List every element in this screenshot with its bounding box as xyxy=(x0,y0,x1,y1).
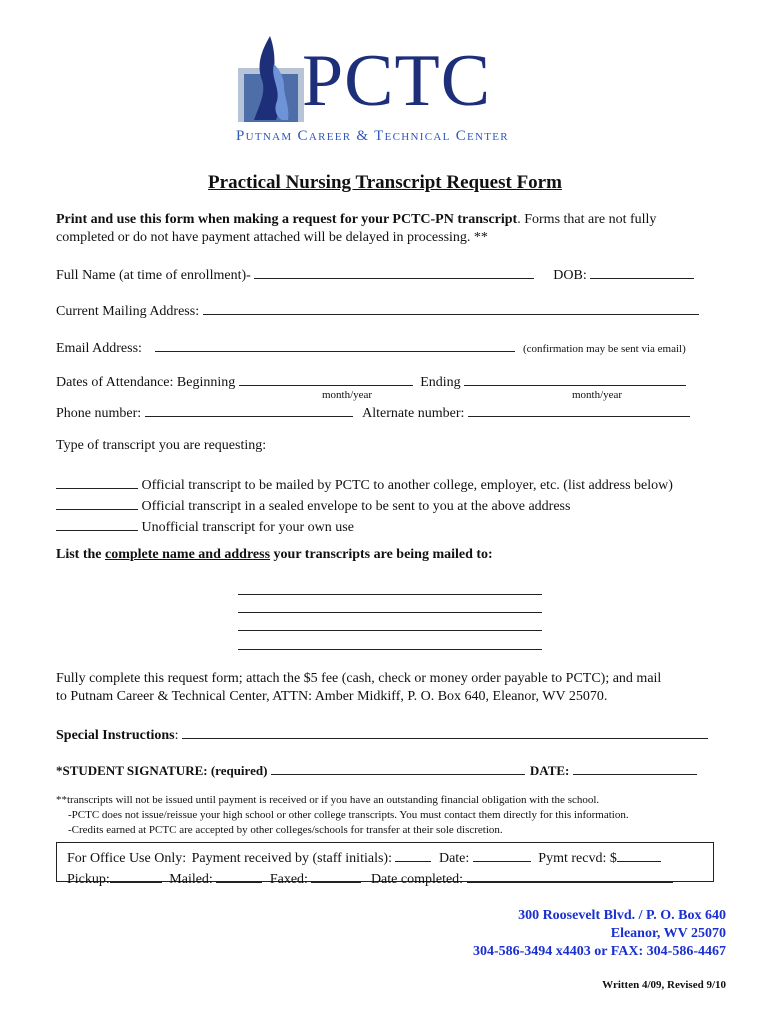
contact-phone: 304-586-3494 x4403 or FAX: 304-586-4467 xyxy=(472,944,726,959)
option-mail-checkline[interactable] xyxy=(56,474,138,489)
pctc-logo xyxy=(236,34,536,146)
ending-label: Ending xyxy=(420,375,461,390)
logo-subtitle: Putnam Career & Technical Center xyxy=(236,128,509,144)
alt-phone-label: Alternate number: xyxy=(362,406,465,421)
office-completed-field[interactable] xyxy=(467,868,673,883)
mailing-row xyxy=(56,300,699,321)
full-name-label: Full Name (at time of enrollment)- xyxy=(56,268,251,283)
phone-field[interactable] xyxy=(145,402,353,417)
office-initials-field[interactable] xyxy=(395,847,431,862)
flame-logo-icon xyxy=(236,34,306,122)
signature-row xyxy=(56,760,697,780)
option-row xyxy=(56,516,673,537)
ending-month-year-hint: month/year xyxy=(572,389,623,401)
signature-date-field[interactable] xyxy=(573,760,697,775)
recipient-address-line-4[interactable] xyxy=(238,649,542,650)
office-completed-label: Date completed: xyxy=(370,872,464,887)
intro-rest-1: . Forms that are not fully xyxy=(517,212,657,227)
option-mail-label: Official transcript to be mailed by PCTC to another college, employer, etc. (list address below) xyxy=(141,478,673,493)
signature-date-label: DATE: xyxy=(529,763,570,778)
signature-label: *STUDENT SIGNATURE: (required) xyxy=(56,763,268,778)
office-payment-label: Payment received by (staff initials): xyxy=(191,851,392,866)
office-date-field[interactable] xyxy=(473,847,531,862)
office-row-1 xyxy=(67,847,713,868)
email-field[interactable] xyxy=(155,337,515,352)
intro-rest-2: completed or do not have payment attached will be delayed in processing. ** xyxy=(56,230,488,245)
recipient-address-line-3[interactable] xyxy=(238,630,542,631)
office-pymt-field[interactable] xyxy=(617,847,661,862)
office-use-box xyxy=(56,842,714,887)
phone-row xyxy=(56,402,690,423)
special-instructions-colon: : xyxy=(174,728,179,743)
list-heading-underlined: complete name and address xyxy=(105,547,271,562)
form-title: Practical Nursing Transcript Request Form xyxy=(208,172,562,193)
option-sealed-checkline[interactable] xyxy=(56,495,138,510)
office-date-label: Date: xyxy=(438,851,470,866)
special-instructions-field[interactable] xyxy=(182,724,708,739)
note-high-school: -PCTC does not issue/reissue your high school or other college transcripts. You must contact them directly for this information. xyxy=(68,809,629,821)
email-note: (confirmation may be sent via email) xyxy=(522,343,686,355)
mailing-label: Current Mailing Address: xyxy=(56,304,200,319)
contact-block xyxy=(380,907,726,961)
list-heading-pre: List the xyxy=(56,547,105,562)
note-credits: -Credits earned at PCTC are accepted by other colleges/schools for transfer at their sole discretion. xyxy=(68,824,503,836)
transcript-options xyxy=(56,474,673,537)
special-instructions-label: Special Instructions xyxy=(56,728,175,743)
list-heading xyxy=(56,546,493,564)
signature-field[interactable] xyxy=(271,760,525,775)
contact-address-1: 300 Roosevelt Blvd. / P. O. Box 640 xyxy=(518,908,726,923)
dob-label: DOB: xyxy=(553,268,587,283)
office-pymt-label: Pymt recvd: $ xyxy=(538,851,617,866)
intro-text xyxy=(56,211,736,247)
phone-label: Phone number: xyxy=(56,406,142,421)
dob-field[interactable] xyxy=(590,264,694,279)
contact-address-2: Eleanor, WV 25070 xyxy=(610,926,726,941)
email-row xyxy=(56,337,686,358)
beginning-date-field[interactable] xyxy=(239,371,413,386)
office-label: For Office Use Only: xyxy=(67,851,187,866)
notes xyxy=(56,793,736,838)
office-pickup-label: Pickup: xyxy=(67,872,110,887)
option-sealed-label: Official transcript in a sealed envelope to be sent to you at the above address xyxy=(141,499,571,514)
office-row-2 xyxy=(67,868,713,889)
note-payment: **transcripts will not be issued until payment is received or if you have an outstanding financial obligation with the school. xyxy=(56,794,600,806)
type-heading: Type of transcript you are requesting: xyxy=(56,438,267,453)
office-pickup-field[interactable] xyxy=(110,868,162,883)
office-mailed-field[interactable] xyxy=(216,868,262,883)
office-faxed-label: Faxed: xyxy=(269,872,308,887)
option-unofficial-label: Unofficial transcript for your own use xyxy=(141,520,354,535)
special-instructions-row xyxy=(56,724,708,745)
alt-phone-field[interactable] xyxy=(468,402,690,417)
recipient-address-line-2[interactable] xyxy=(238,612,542,613)
mailing-address-field[interactable] xyxy=(203,300,699,315)
revision-note: Written 4/09, Revised 9/10 xyxy=(602,979,726,991)
full-name-row xyxy=(56,264,726,285)
list-heading-post: your transcripts are being mailed to: xyxy=(270,547,493,562)
option-row xyxy=(56,474,673,495)
office-mailed-label: Mailed: xyxy=(169,872,213,887)
dates-label: Dates of Attendance: Beginning xyxy=(56,375,236,390)
intro-bold: Print and use this form when making a request for your PCTC-PN transcript xyxy=(56,212,518,227)
option-unofficial-checkline[interactable] xyxy=(56,516,138,531)
beginning-month-year-hint: month/year xyxy=(322,389,373,401)
logo-wordmark: PCTC xyxy=(302,40,492,122)
recipient-address-line-1[interactable] xyxy=(238,594,542,595)
ending-date-field[interactable] xyxy=(464,371,686,386)
fee-line-1: Fully complete this request form; attach the $5 fee (cash, check or money order payable to PCTC); and mail xyxy=(56,671,662,686)
email-label: Email Address: xyxy=(56,341,142,356)
office-faxed-field[interactable] xyxy=(311,868,361,883)
full-name-field[interactable] xyxy=(254,264,534,279)
fee-line-2: to Putnam Career & Technical Center, ATTN: Amber Midkiff, P. O. Box 640, Eleanor, WV 25070. xyxy=(56,689,608,704)
fee-instructions xyxy=(56,670,736,706)
option-row xyxy=(56,495,673,516)
